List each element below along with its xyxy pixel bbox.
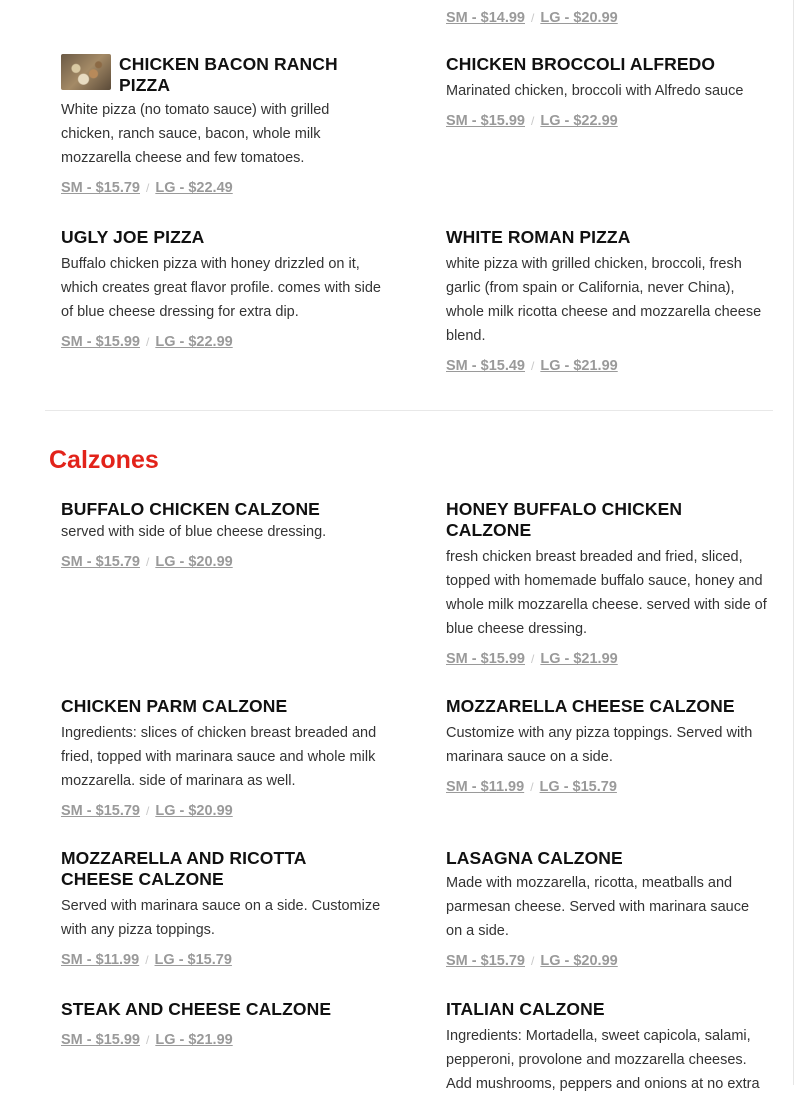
pizza-thumbnail-image[interactable] [61,54,111,90]
price-separator: / [146,555,150,569]
price-separator: / [531,11,535,25]
price-small-link[interactable]: SM - $11.99 [446,779,525,795]
price-row [61,950,383,970]
price-separator: / [146,181,150,195]
item-name: BUFFALO CHICKEN CALZONE [61,499,320,519]
menu-item-previous [446,8,768,28]
price-small-link[interactable]: SM - $15.99 [446,651,525,667]
menu-item-buffalo-chicken-calzone[interactable] [61,499,383,572]
price-large-link[interactable]: LG - $22.49 [155,180,233,196]
price-row [61,332,383,352]
item-description: White pizza (no tomato sauce) with grilled chicken, ranch sauce, bacon, whole milk mozzarella cheese and few tomatoes. [61,102,330,166]
price-separator: / [531,114,535,128]
price-separator: / [531,652,535,666]
price-row [446,111,768,131]
item-name: CHICKEN BACON RANCH PIZZA [119,54,338,95]
item-name: HONEY BUFFALO CHICKEN CALZONE [446,499,683,540]
item-description: Made with mozzarella, ricotta, meatballs and parmesan cheese. Served with marinara sauce on a side. [446,875,750,939]
item-description: Ingredients: slices of chicken breast breaded and fried, topped with marinara sauce and whole milk mozzarella. side of marinara as well. [61,725,377,789]
page-scrollbar[interactable] [793,0,810,1085]
price-large-link[interactable]: LG - $20.99 [540,10,618,26]
price-large-link[interactable]: LG - $21.99 [155,1032,233,1048]
menu-item-white-roman-pizza[interactable] [446,227,768,376]
price-small-link[interactable]: SM - $15.79 [61,803,140,819]
price-row [446,356,768,376]
price-row [446,649,768,669]
price-large-link[interactable]: LG - $15.79 [539,779,617,795]
price-large-link[interactable]: LG - $22.99 [540,113,618,129]
price-small-link[interactable]: SM - $15.99 [446,113,525,129]
item-description: fresh chicken breast breaded and fried, sliced, topped with homemade buffalo sauce, honey and whole milk mozzarella cheese. served with side of blue cheese dressing. [446,549,767,637]
price-separator: / [146,1033,150,1047]
price-row [61,178,383,198]
item-name: ITALIAN CALZONE [446,999,605,1019]
price-large-link[interactable]: LG - $20.99 [155,803,233,819]
menu-item-lasagna-calzone[interactable] [446,848,768,971]
item-name: LASAGNA CALZONE [446,848,623,868]
price-row [446,951,768,971]
price-separator: / [531,359,535,373]
item-name: CHICKEN PARM CALZONE [61,696,288,716]
section-title-calzones: Calzones [49,446,159,474]
item-header [61,54,383,96]
price-separator: / [146,335,150,349]
price-row [61,801,383,821]
menu-item-italian-calzone[interactable] [446,999,768,1096]
item-description: Customize with any pizza toppings. Served with marinara sauce on a side. [446,725,753,765]
price-separator: / [531,954,535,968]
menu-item-chicken-parm-calzone[interactable] [61,696,383,821]
item-name: MOZZARELLA AND RICOTTA CHEESE CALZONE [61,848,306,889]
item-description: Served with marinara sauce on a side. Customize with any pizza toppings. [61,898,381,938]
item-name: CHICKEN BROCCOLI ALFREDO [446,54,716,74]
price-small-link[interactable]: SM - $15.49 [446,358,525,374]
price-large-link[interactable]: LG - $21.99 [540,651,618,667]
price-separator: / [530,780,534,794]
price-large-link[interactable]: LG - $20.99 [155,554,233,570]
price-large-link[interactable]: LG - $15.79 [154,952,232,968]
menu-item-chicken-broccoli-alfredo[interactable] [446,54,768,131]
price-separator: / [146,804,150,818]
price-small-link[interactable]: SM - $15.99 [61,1032,140,1048]
item-description: white pizza with grilled chicken, broccoli, fresh garlic (from spain or California, never China), whole milk ricotta cheese and mozzarella cheese blend. [446,256,762,344]
menu-item-mozzarella-cheese-calzone[interactable] [446,696,768,797]
menu-item-mozzarella-and-ricotta-cheese-calzone[interactable] [61,848,383,970]
price-large-link[interactable]: LG - $22.99 [155,334,233,350]
menu-item-ugly-joe-pizza[interactable] [61,227,383,352]
price-row [61,552,383,572]
price-small-link[interactable]: SM - $11.99 [61,952,140,968]
item-description: Marinated chicken, broccoli with Alfredo sauce [446,83,744,99]
price-row [61,1030,383,1050]
price-small-link[interactable]: SM - $14.99 [446,10,525,26]
price-small-link[interactable]: SM - $15.79 [61,554,140,570]
price-row [446,8,768,28]
price-large-link[interactable]: LG - $20.99 [540,953,618,969]
section-divider [45,410,773,411]
price-row [446,777,768,797]
price-large-link[interactable]: LG - $21.99 [540,358,618,374]
item-description: Buffalo chicken pizza with honey drizzled on it, which creates great flavor profile. comes with side of blue cheese dressing for extra dip. [61,256,381,320]
item-description: served with side of blue cheese dressing. [61,524,327,540]
item-name: UGLY JOE PIZZA [61,227,205,247]
price-small-link[interactable]: SM - $15.79 [446,953,525,969]
menu-item-steak-and-cheese-calzone[interactable] [61,999,383,1050]
item-name: STEAK AND CHEESE CALZONE [61,999,332,1019]
price-separator: / [145,953,149,967]
item-name: MOZZARELLA CHEESE CALZONE [446,696,735,716]
price-small-link[interactable]: SM - $15.79 [61,180,140,196]
item-name: WHITE ROMAN PIZZA [446,227,631,247]
item-description: Ingredients: Mortadella, sweet capicola, salami, pepperoni, provolone and mozzarella cheeses. Add mushrooms, peppers and onions at no extra [446,1028,760,1092]
menu-item-chicken-bacon-ranch-pizza[interactable] [61,54,383,198]
menu-item-honey-buffalo-chicken-calzone[interactable] [446,499,768,669]
price-small-link[interactable]: SM - $15.99 [61,334,140,350]
